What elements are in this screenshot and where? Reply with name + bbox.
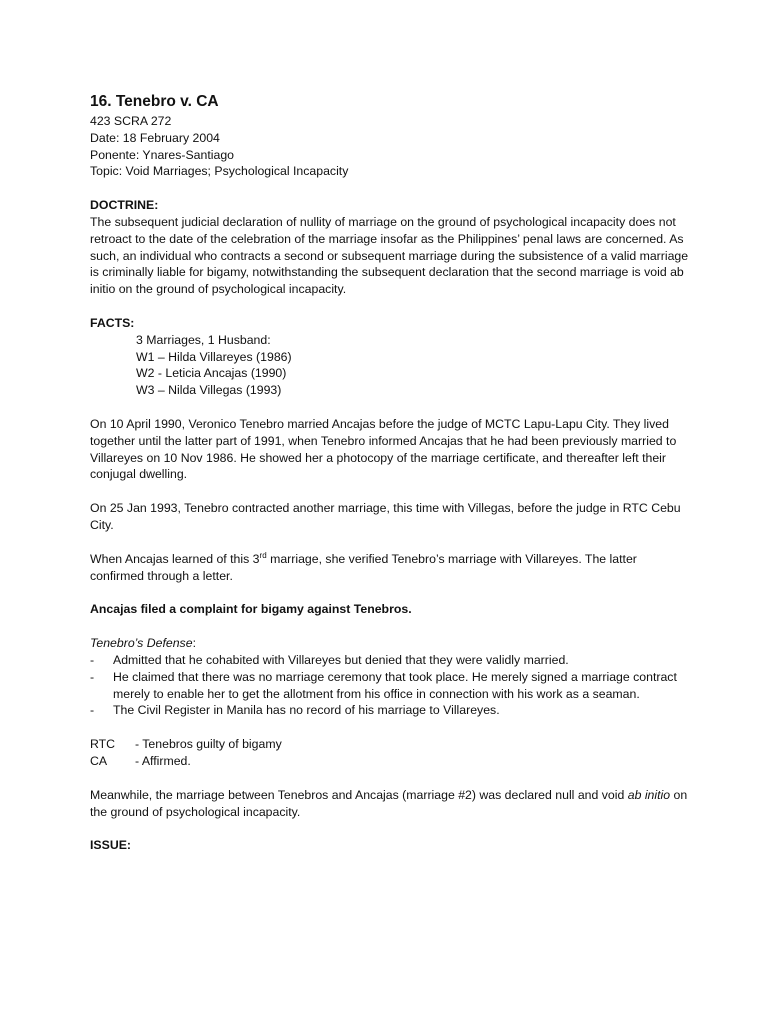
list-item: - The Civil Register in Manila has no record of his marriage to Villareyes. [90,703,500,718]
court-label: CA [90,753,108,768]
ruling-text: - Affirmed. [135,753,191,768]
defense-heading: Tenebro’s Defense: [90,636,196,651]
case-citation: 423 SCRA 272 [90,114,172,128]
facts-heading: FACTS: [90,315,135,330]
document-body [90,92,690,854]
facts-paragraph-1: On 10 April 1990, Veronico Tenebro married Ancajas before the judge of MCTC Lapu-Lapu City. They lived together until the latter part of 1991, when Tenebro informed Ancajas that he had been previously married to Villareyes on 10 Nov 1986. He showed her a photocopy of the marriage certificate, and thereafter left their conjugal dwelling. [90,416,677,482]
list-item: - Admitted that he cohabited with Villareyes but denied that they were validly married. [90,652,569,667]
list-item: - He claimed that there was no marriage ceremony that took place. He merely signed a marriage contract merely to enable her to get the allotment from his office in connection with his work as a seaman. [90,669,677,701]
defense-list [90,652,690,719]
doctrine-text: The subsequent judicial declaration of nullity of marriage on the ground of psychological incapacity does not retroact to the date of the celebration of the marriage insofar as the Philippines’ penal laws are concerned. As such, an individual who contracts a second or subsequent marriage during the subsistence of a valid marriage is criminally liable for bigamy, notwithstanding the subsequent declaration that the second marriage is void ab initio on the ground of psychological incapacity. [90,214,689,297]
case-date: Date: 18 February 2004 [90,130,220,145]
issue-heading: ISSUE: [90,838,131,853]
summary-line: W1 – Hilda Villareyes (1986) [136,349,292,364]
complaint-paragraph: Ancajas filed a complaint for bigamy against Tenebros. [90,602,412,617]
facts-paragraph-2: On 25 Jan 1993, Tenebro contracted another marriage, this time with Villegas, before the judge in RTC Cebu City. [90,501,681,532]
marriages-summary [90,332,690,399]
case-ponente: Ponente: Ynares-Santiago [90,147,235,162]
ruling-row [90,753,690,770]
court-label: RTC [90,737,116,752]
ruling-row [90,736,690,753]
ruling-text: - Tenebros guilty of bigamy [135,737,282,752]
summary-line: W2 - Leticia Ancajas (1990) [136,366,287,381]
summary-line: 3 Marriages, 1 Husband: [136,332,271,347]
doctrine-heading: DOCTRINE: [90,198,159,213]
meanwhile-paragraph: Meanwhile, the marriage between Tenebros and Ancajas (marriage #2) was declared null and void ab initio on the ground of psychological incapacity. [90,787,688,819]
facts-paragraph-3: When Ancajas learned of this 3rd marriage, she verified Tenebro’s marriage with Villareyes. The latter confirmed through a letter. [90,550,637,583]
case-title: 16. Tenebro v. CA [90,93,219,110]
case-topic: Topic: Void Marriages; Psychological Incapacity [90,164,349,179]
summary-line: W3 – Nilda Villegas (1993) [136,383,282,398]
